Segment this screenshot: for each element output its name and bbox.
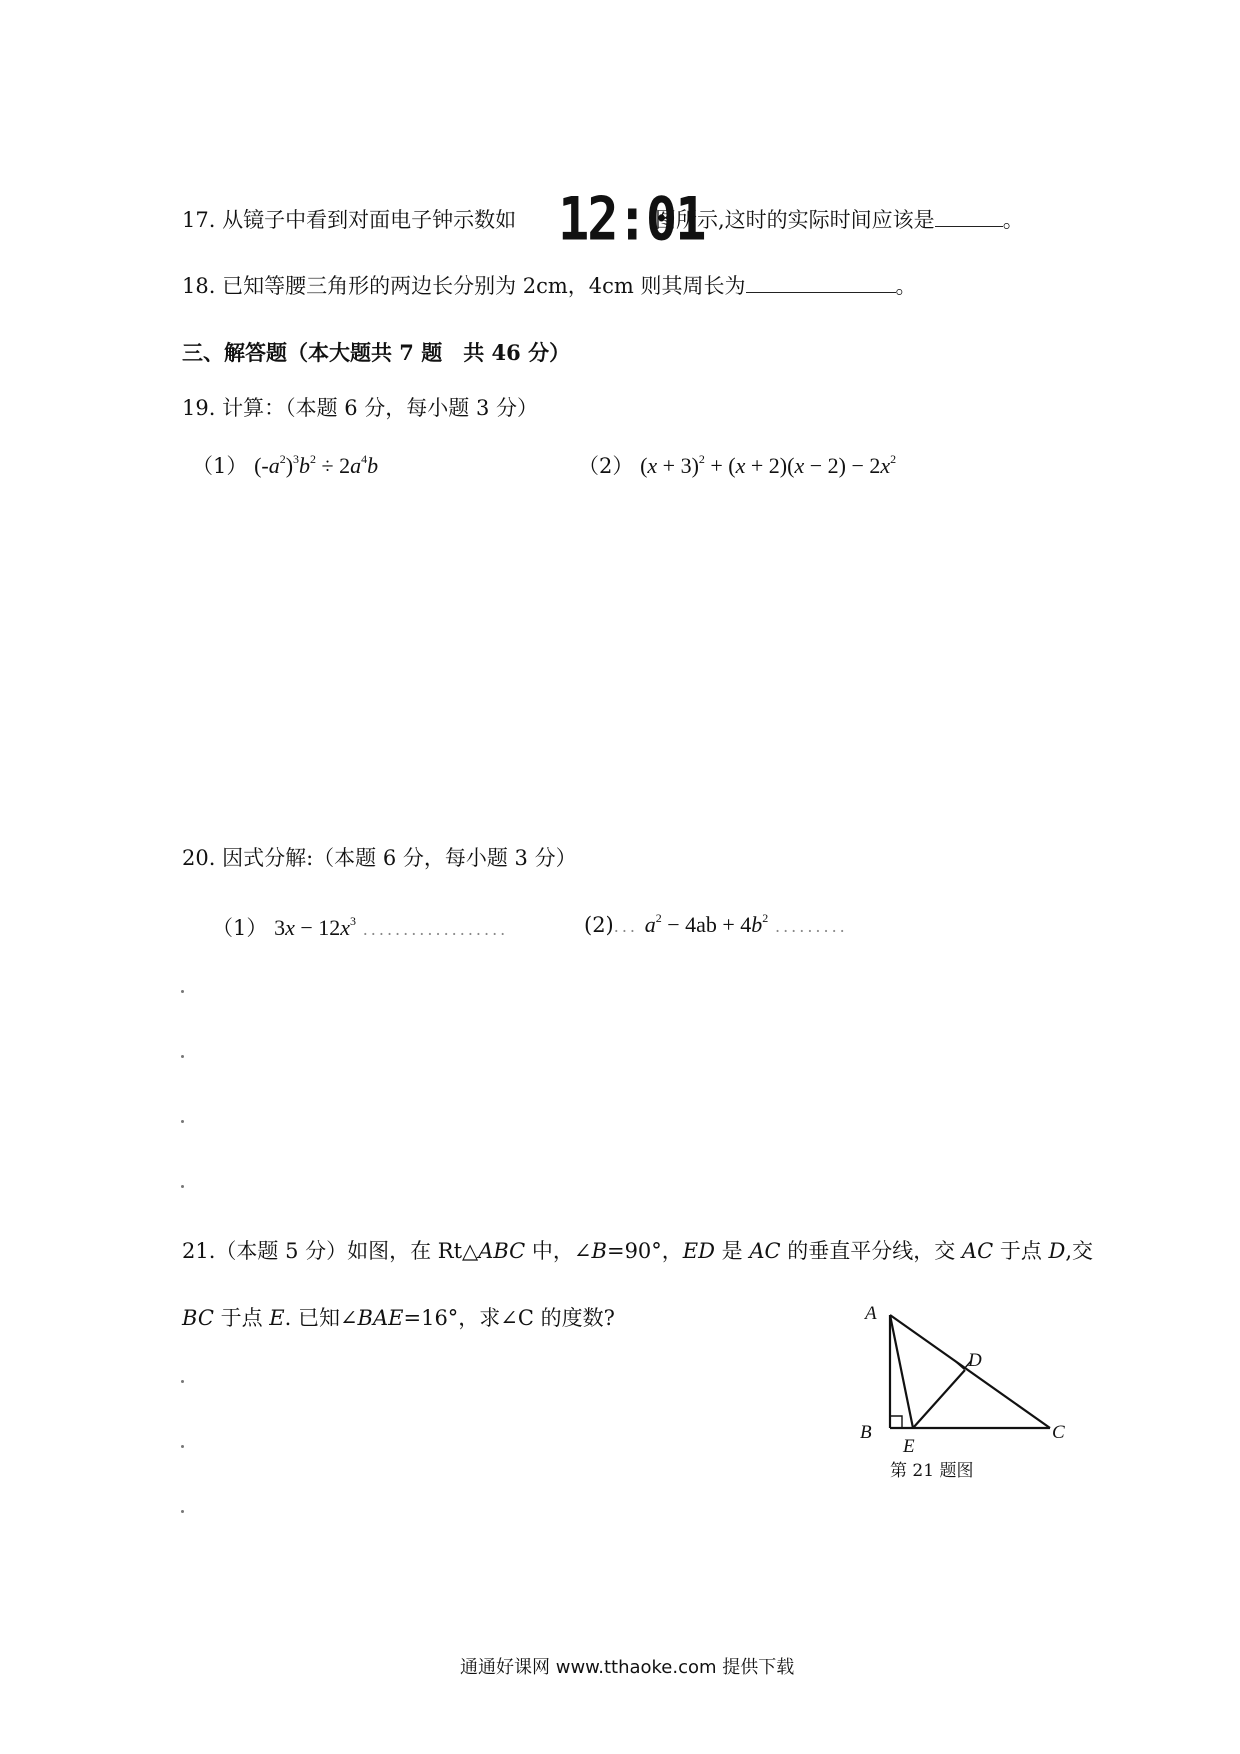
label-D: D (968, 1350, 982, 1371)
question-17 (182, 204, 516, 234)
q20-part-2 (584, 912, 848, 938)
q20-p2-dots: ......... (774, 917, 848, 936)
q20-p1-dots: .................. (362, 920, 509, 939)
q19-part-1 (192, 450, 378, 480)
q17-suffix: 图所示,这时的实际时间应该是 (655, 208, 935, 232)
label-A: A (865, 1303, 877, 1324)
q18-text: 18. 已知等腰三角形的两边长分别为 2cm，4cm 则其周长为 (182, 274, 746, 298)
q20-p1-expression: $3x - 12x^3$ (274, 914, 357, 940)
question-20-stem: 20. 因式分解:（本题 6 分，每小题 3 分） (182, 846, 577, 870)
margin-dot (181, 1185, 184, 1188)
figure-caption: 第 21 题图 (890, 1461, 974, 1481)
q17-answer-blank[interactable] (935, 208, 1003, 227)
label-B: B (860, 1422, 872, 1443)
margin-dot (181, 1055, 184, 1058)
margin-dot (181, 1380, 184, 1383)
question-19-stem: 19. 计算：（本题 6 分，每小题 3 分） (182, 396, 538, 420)
margin-dot (181, 990, 184, 993)
q19-p2-label: （2） (578, 454, 634, 478)
q17-prefix: 17. 从镜子中看到对面电子钟示数如 (182, 208, 517, 232)
q21-triangle-figure (840, 1290, 1080, 1490)
margin-dot (181, 1445, 184, 1448)
q19-p1-expression: $(-a^2)^3b^2 \div 2a^4b$ (254, 452, 379, 478)
question-21-line-1: 21.（本题 5 分）如图，在 Rt△ABC 中，∠B=90°，ED 是 AC 的垂直平分线，交 AC 于点 D,交 (182, 1239, 1094, 1263)
q17-end: 。 (1002, 208, 1024, 232)
q18-answer-blank[interactable] (746, 274, 896, 293)
margin-dot (181, 1120, 184, 1123)
q19-part-2 (578, 450, 896, 480)
q20-p1-label: （1） (212, 916, 268, 940)
q20-p2-label: (2) (584, 913, 614, 937)
label-E: E (903, 1436, 915, 1457)
q20-p2-lead-dots: ... (613, 917, 639, 936)
q20-part-1 (212, 912, 508, 942)
segment-AC (890, 1315, 1050, 1428)
right-angle-mark-B (890, 1416, 902, 1428)
page-footer: 通通好课网 www.tthaoke.com 提供下载 (460, 1657, 795, 1678)
section-3-heading: 三、解答题（本大题共 7 题 共 46 分） (182, 340, 571, 365)
question-21-line-2: BC 于点 E. 已知∠BAE=16°，求∠C 的度数? (182, 1306, 615, 1330)
mirror-clock-display: 12:01 (558, 185, 705, 255)
question-18 (182, 270, 917, 300)
margin-dot (181, 1510, 184, 1513)
q17-continuation (655, 204, 1024, 234)
segment-AE (890, 1315, 913, 1428)
q19-p2-expression: $(x + 3)^2 + (x + 2)(x - 2) - 2x^2$ (640, 452, 897, 478)
q18-end: 。 (895, 274, 917, 298)
segment-ED (913, 1370, 965, 1428)
q19-p1-label: （1） (192, 454, 248, 478)
q20-p2-expression: $a^2 - 4ab + 4b^2$ (644, 911, 769, 937)
label-C: C (1052, 1422, 1065, 1443)
